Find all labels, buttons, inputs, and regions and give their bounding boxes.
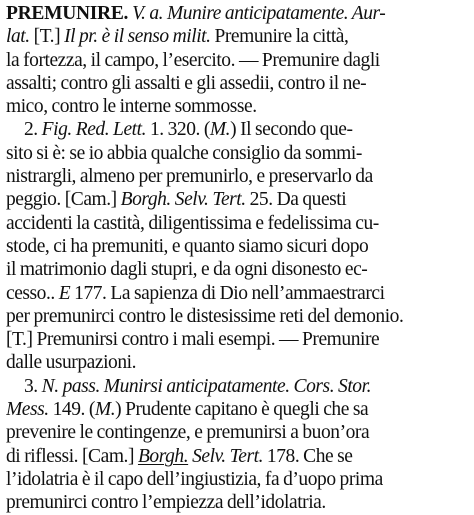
entry-text: Mess. bbox=[6, 399, 49, 421]
entry-line bbox=[6, 2, 468, 25]
entry-text: mico, contro le interne sommosse. bbox=[6, 96, 257, 118]
entry-text: [T.] Premunirsi contro i mali esempi. — Premunire bbox=[6, 329, 380, 351]
entry-line bbox=[6, 212, 468, 235]
entry-line bbox=[6, 72, 468, 95]
entry-text: lat. bbox=[6, 26, 30, 48]
entry-line bbox=[6, 445, 468, 468]
entry-text: cesso.. bbox=[6, 282, 59, 304]
entry-text: stode, ci ha premuniti, e quanto siamo sicuri dopo bbox=[6, 235, 369, 257]
entry-line bbox=[6, 49, 468, 72]
entry-text: premunirci contro l’empiezza dell’idolatria. bbox=[6, 492, 326, 514]
entry-text: peggio. [Cam.] bbox=[6, 189, 121, 211]
entry-text: accidenti la castità, diligentissima e fedelissima cu- bbox=[6, 212, 379, 234]
entry-line bbox=[6, 491, 468, 514]
entry-text: Borgh. bbox=[137, 445, 189, 467]
entry-text: 178. Che se bbox=[263, 445, 353, 467]
entry-text: la fortezza, il campo, l’esercito. — Premunire dagli bbox=[6, 49, 380, 71]
entry-line bbox=[6, 375, 468, 398]
entry-text: M. bbox=[94, 399, 116, 421]
entry-line bbox=[6, 95, 468, 118]
entry-line bbox=[6, 258, 468, 281]
entry-line bbox=[6, 188, 468, 211]
entry-text: 1. 320. ( bbox=[146, 119, 210, 141]
entry-text: Il pr. è il senso milit. bbox=[64, 26, 211, 48]
headword: PREMUNIRE. bbox=[6, 3, 129, 24]
entry-line bbox=[6, 468, 468, 491]
entry-line bbox=[6, 118, 468, 141]
entry-text: Premunire la città, bbox=[210, 26, 349, 48]
entry-text: prevenire le contingenze, e premunirsi a buon’ora bbox=[6, 422, 370, 444]
entry-text: E bbox=[58, 282, 71, 304]
entry-text: Borgh. Selv. Tert. bbox=[120, 189, 246, 211]
entry-text: [T.] bbox=[29, 26, 65, 48]
entry-text: Fig. Red. Lett. bbox=[41, 119, 147, 141]
entry-text: 3. bbox=[24, 375, 42, 397]
entry-line bbox=[6, 305, 468, 328]
entry-text: assalti; contro gli assalti e gli assedii, contro il ne- bbox=[6, 72, 367, 94]
entry-line bbox=[6, 165, 468, 188]
entry-line bbox=[6, 398, 468, 421]
entry-text: nistrargli, almeno per premunirlo, e preservarlo da bbox=[6, 166, 373, 188]
entry-text: 2. bbox=[24, 119, 42, 141]
entry-line bbox=[6, 351, 468, 374]
entry-text: il matrimonio dagli stupri, e da ogni disonesto ec- bbox=[6, 259, 368, 281]
entry-text: per premunirci contro le distesissime reti del demonio. bbox=[6, 305, 404, 327]
entry-line bbox=[6, 25, 468, 48]
entry-text: V. a. Munire anticipatamente. Aur- bbox=[132, 3, 386, 24]
entry-text: l’idolatria è il capo dell’ingiustizia, fa d’uopo prima bbox=[6, 468, 383, 490]
entry-text: di riflessi. [Cam.] bbox=[6, 445, 138, 467]
entry-text: ) Prudente capitano è quegli che sa bbox=[115, 399, 369, 421]
entry-text: N. pass. Munirsi anticipatamente. Cors. Stor. bbox=[41, 375, 372, 397]
entry-text: 149. ( bbox=[48, 399, 95, 421]
entry-line bbox=[6, 235, 468, 258]
entry-text: 177. La sapienza di Dio nell’ammaestrarci bbox=[70, 282, 385, 304]
entry-line bbox=[6, 421, 468, 444]
entry-text: ) Il secondo que- bbox=[230, 119, 353, 141]
entry-line bbox=[6, 142, 468, 165]
entry-line bbox=[6, 328, 468, 351]
entry-text: sito si è: se io abbia qualche consiglio da sommi- bbox=[6, 142, 362, 164]
entry-line bbox=[6, 282, 468, 305]
entry-text: dalle usurpazioni. bbox=[6, 352, 137, 374]
entry-text: M. bbox=[209, 119, 231, 141]
entry-text: 25. Da questi bbox=[245, 189, 347, 211]
entry-text: Selv. Tert. bbox=[192, 445, 263, 467]
